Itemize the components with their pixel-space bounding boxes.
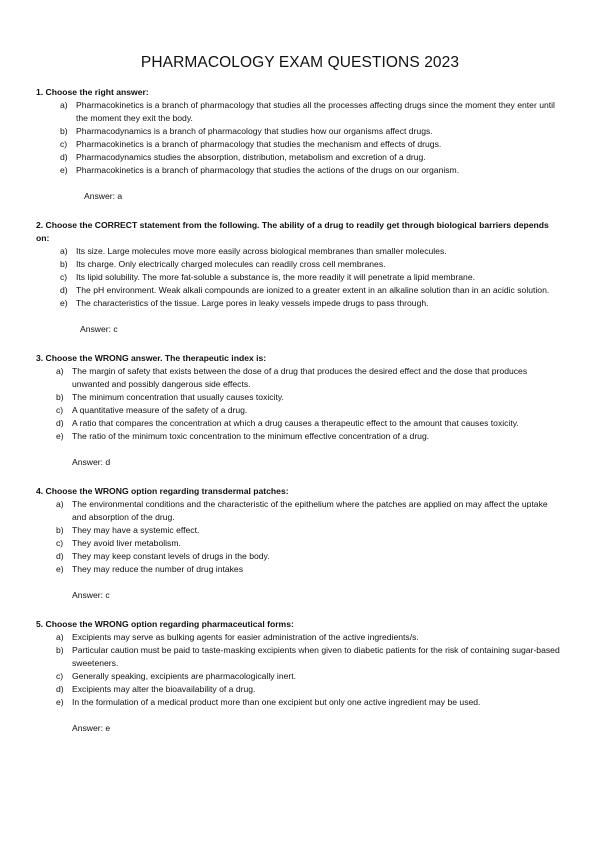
option-text: Its charge. Only electrically charged molecules can readily cross cell membranes. <box>76 259 386 269</box>
option-text: In the formulation of a medical product more than one excipient but only one active ingredient may be used. <box>72 697 481 707</box>
answer-text: Answer: a <box>84 191 123 201</box>
option-b <box>36 125 564 138</box>
option-a <box>36 365 564 391</box>
question-text: 1. Choose the right answer: <box>36 87 149 97</box>
answer-text: Answer: c <box>72 590 110 600</box>
option-text: The ratio of the minimum toxic concentration to the minimum effective concentration of a drug. <box>72 431 430 441</box>
option-c <box>36 138 564 151</box>
question-text: 5. Choose the WRONG option regarding pharmaceutical forms: <box>36 619 294 629</box>
option-text: A ratio that compares the concentration at which a drug causes a therapeutic effect to the amount that causes toxicity. <box>72 418 519 428</box>
option-text: Pharmacodynamics studies the absorption, distribution, metabolism and excretion of a drug. <box>76 152 426 162</box>
option-a <box>36 498 564 524</box>
option-d <box>36 284 564 297</box>
option-d <box>36 417 564 430</box>
options-list <box>36 631 564 709</box>
option-c <box>36 670 564 683</box>
options-list <box>36 245 564 310</box>
option-letter: a) <box>56 366 64 376</box>
option-a <box>36 245 564 258</box>
option-text: The environmental conditions and the characteristic of the epithelium where the patches are applied on may affect the uptake and absorption of the drug. <box>72 499 548 522</box>
option-letter: b) <box>56 392 64 402</box>
question-1 <box>36 86 564 203</box>
question-5 <box>36 618 564 735</box>
option-a <box>36 631 564 644</box>
option-text: Its lipid solubility. The more fat-soluble a substance is, the more readily it will penetrate a lipid membrane. <box>76 272 476 282</box>
option-c <box>36 271 564 284</box>
option-letter: e) <box>56 564 64 574</box>
option-b <box>36 644 564 670</box>
option-c <box>36 404 564 417</box>
option-e <box>36 297 564 310</box>
option-text: The characteristics of the tissue. Large pores in leaky vessels impede drugs to pass through. <box>76 298 429 308</box>
option-letter: c) <box>56 405 64 415</box>
option-text: They may reduce the number of drug intakes <box>72 564 244 574</box>
question-text: 3. Choose the WRONG answer. The therapeutic index is: <box>36 353 267 363</box>
option-letter: b) <box>60 126 68 136</box>
option-letter: e) <box>60 298 68 308</box>
option-letter: c) <box>60 272 68 282</box>
option-e <box>36 164 564 177</box>
question-text: 4. Choose the WRONG option regarding transdermal patches: <box>36 486 289 496</box>
option-text: Pharmacodynamics is a branch of pharmacology that studies how our organisms affect drugs. <box>76 126 433 136</box>
option-letter: b) <box>56 525 64 535</box>
option-letter: a) <box>60 246 68 256</box>
answer-text: Answer: c <box>80 324 118 334</box>
option-b <box>36 524 564 537</box>
option-letter: d) <box>60 152 68 162</box>
option-text: They may keep constant levels of drugs in the body. <box>72 551 270 561</box>
option-c <box>36 537 564 550</box>
option-b <box>36 258 564 271</box>
option-text: They avoid liver metabolism. <box>72 538 181 548</box>
option-letter: e) <box>56 431 64 441</box>
options-list <box>36 498 564 576</box>
option-text: Pharmacokinetics is a branch of pharmacology that studies the mechanism and effects of drugs. <box>76 139 442 149</box>
option-letter: a) <box>56 632 64 642</box>
question-text: 2. Choose the CORRECT statement from the following. The ability of a drug to readily get through biological barriers depends on: <box>36 220 549 243</box>
option-d <box>36 151 564 164</box>
document-title: PHARMACOLOGY EXAM QUESTIONS 2023 <box>140 54 460 71</box>
answer-text: Answer: e <box>72 723 111 733</box>
option-a <box>36 99 564 125</box>
option-letter: d) <box>56 684 64 694</box>
options-list <box>36 99 564 177</box>
option-letter: e) <box>60 165 68 175</box>
option-e <box>36 430 564 443</box>
options-list <box>36 365 564 443</box>
option-text: The minimum concentration that usually causes toxicity. <box>72 392 284 402</box>
question-2 <box>36 219 564 336</box>
option-letter: d) <box>56 418 64 428</box>
option-text: Its size. Large molecules move more easily across biological membranes than smaller molecules. <box>76 246 447 256</box>
option-letter: d) <box>56 551 64 561</box>
option-text: Excipients may serve as bulking agents for easier administration of the active ingredients/s. <box>72 632 419 642</box>
option-letter: a) <box>56 499 64 509</box>
option-b <box>36 391 564 404</box>
option-text: Generally speaking, excipients are pharmacologically inert. <box>72 671 297 681</box>
option-text: They may have a systemic effect. <box>72 525 200 535</box>
option-text: Pharmacokinetics is a branch of pharmacology that studies all the processes affecting drugs since the moment they enter until the moment they exit the body. <box>76 100 555 123</box>
option-letter: c) <box>60 139 68 149</box>
option-d <box>36 683 564 696</box>
option-e <box>36 563 564 576</box>
option-text: The pH environment. Weak alkali compounds are ionized to a greater extent in an alkaline solution than in an acidic solution. <box>76 285 550 295</box>
option-e <box>36 696 564 709</box>
option-letter: c) <box>56 671 64 681</box>
option-letter: c) <box>56 538 64 548</box>
option-text: Excipients may alter the bioavailability of a drug. <box>72 684 256 694</box>
question-3 <box>36 352 564 469</box>
option-letter: d) <box>60 285 68 295</box>
option-letter: a) <box>60 100 68 110</box>
option-letter: b) <box>60 259 68 269</box>
answer-text: Answer: d <box>72 457 111 467</box>
option-text: The margin of safety that exists between the dose of a drug that produces the desired effect and the dose that produces unwanted and possibly dangerous side effects. <box>72 366 528 389</box>
question-4 <box>36 485 564 602</box>
option-text: Pharmacokinetics is a branch of pharmacology that studies the actions of the drugs on our organism. <box>76 165 460 175</box>
option-text: A quantitative measure of the safety of a drug. <box>72 405 248 415</box>
option-letter: b) <box>56 645 64 655</box>
option-letter: e) <box>56 697 64 707</box>
option-text: Particular caution must be paid to taste-masking excipients when given to diabetic patients for the risk of containing sugar-based sweeteners. <box>72 645 560 668</box>
option-d <box>36 550 564 563</box>
